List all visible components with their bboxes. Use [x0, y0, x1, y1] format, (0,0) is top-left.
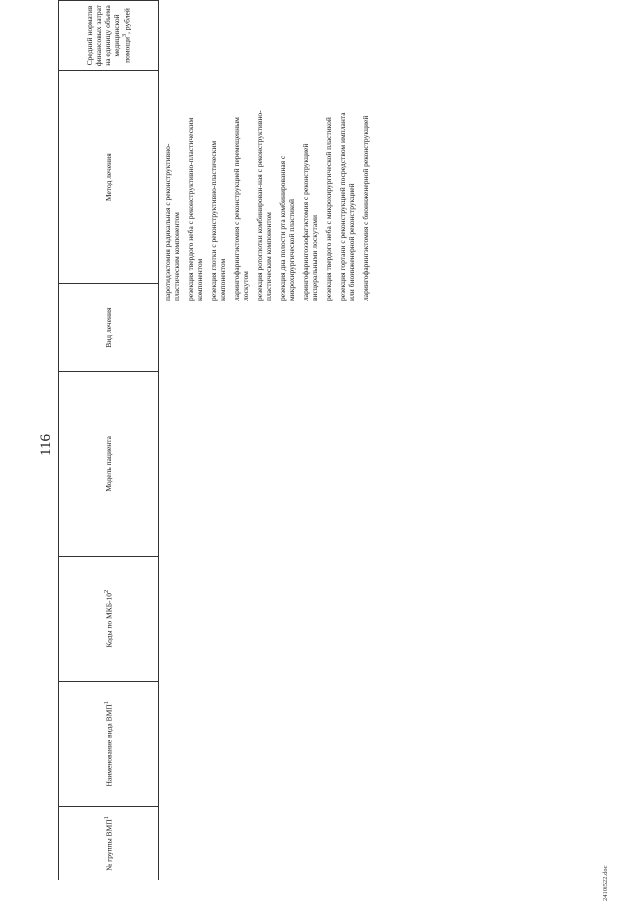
method-item: резекция твердого неба с микрохирургической пластикой: [324, 117, 333, 301]
method-item: резекция ротоглотки комбинирован-ная с реконструктивно-пластическим компонентом: [255, 110, 273, 301]
page-number: 116: [38, 434, 54, 456]
method-item: ларингофарингэктомия с реконструкцией перемещенным лоскутом: [232, 117, 250, 301]
header-col-group-number: № группы ВМП$^1$: [59, 807, 159, 880]
header-col-vmp-name: Наименование вида ВМП$^1$: [59, 681, 159, 807]
header-col-icd-codes: Коды по МКБ-$10^2$: [59, 556, 159, 681]
header-col-treatment-method: Метод лечения: [59, 71, 159, 284]
header-col-patient-model: Модель пациента: [59, 371, 159, 556]
header-col-cost-norm: Средний норматив финансовых затрат на единицу объема медицинской помощи$^3$, рублей: [59, 1, 159, 71]
method-item: ларингофарингоэзофагэктомия с реконструкцией висцеральными лоскутами: [301, 143, 319, 301]
treatment-methods-list: [163, 101, 375, 301]
header-col-treatment-type: Вид лечения: [59, 284, 159, 371]
method-item: ларингофарингэктомия с биоинженерной реконструкцией: [361, 115, 370, 301]
header-table: [58, 0, 159, 880]
method-item: резекция твердого неба с реконструктивно-пластическим компонентом: [186, 117, 204, 301]
method-item: резекция глотки с реконструктивно-пластическим компонентом: [209, 140, 227, 301]
method-item: резекция дна полости рта комбинированная с микрохирургической пластикой: [278, 155, 296, 301]
method-item: паротидэктомия радикальная с реконструктивно-пластическим компонентом: [163, 143, 181, 301]
footer-doc-code: 2410i522.doc: [602, 865, 609, 901]
method-item: резекция гортани с реконструкцией посредством импланта или биоинженерной реконструкцией: [338, 112, 356, 301]
